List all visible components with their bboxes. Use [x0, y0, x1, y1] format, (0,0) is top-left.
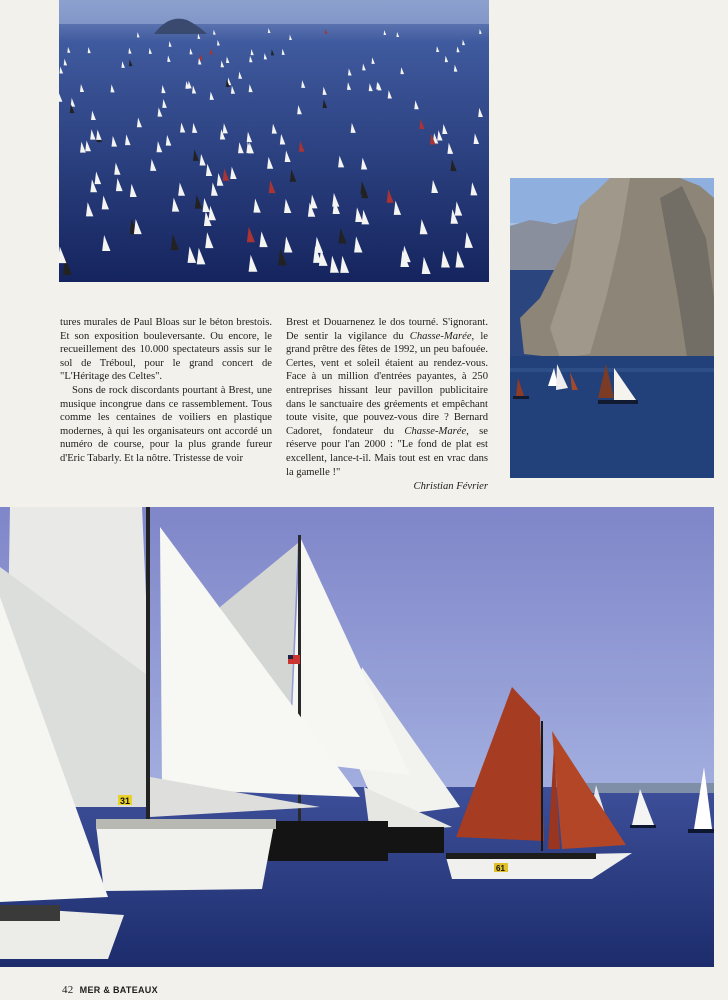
- text-segment: , se réserve pour l'an 2000 : "Le fond de plat est excellent, lance-t-il. Mais tout est en vrac dans la gamelle !": [286, 425, 488, 478]
- page-number: 42: [62, 984, 74, 996]
- magazine-title: MER & BATEAUX: [79, 985, 158, 995]
- paragraph-2: Sons de rock discordants pourtant à Brest, une musique incongrue dans ce rassemblement. Tous comme les centaines de voiliers en plastique modernes, à qui les organisateurs ont accordé un numéro de course, pour la plus grande fureur d'Eric Tabarly. Et la nôtre. Tristesse de voir: [60, 384, 272, 464]
- article-column-right: [286, 316, 488, 494]
- author-signature: Christian Février: [413, 481, 488, 493]
- boat-number-61: 61: [496, 864, 505, 873]
- paragraph-3: [286, 316, 488, 479]
- fleet-photo: [59, 0, 489, 282]
- text-segment: Brest et Douarnenez le dos tourné. S'ignorant. De sentir la vigilance du: [286, 317, 488, 342]
- paragraph-1: tures murales de Paul Bloas sur le béton brestois. Et son exposition bouleversante. Ou encore, le recueillement des 10.000 spectateurs assis sur le sol de Tréboul, pour le grand concert de "L'Héritage des Celtes".: [60, 317, 272, 383]
- magazine-name: Chasse-Marée: [404, 425, 467, 437]
- magazine-name: Chasse-Marée: [409, 330, 472, 342]
- article-column-left: [60, 316, 272, 466]
- page-footer: [62, 984, 158, 996]
- regatta-photo: [0, 507, 714, 967]
- boat-number-31: 31: [120, 796, 131, 806]
- cliff-photo: [510, 178, 714, 478]
- text-segment: , le grand prêtre des fêtes de 1992, un peu bafouée. Certes, vent et soleil étaient au rendez-vous. Face à un million d'entrées payantes, à 250 entreprises hissant leur pavillon publicitaire dans le sanctuaire des gréements et empêchant toute visite, que pouvez-vous dire ? Bernard Cadoret, fondateur du: [286, 330, 488, 437]
